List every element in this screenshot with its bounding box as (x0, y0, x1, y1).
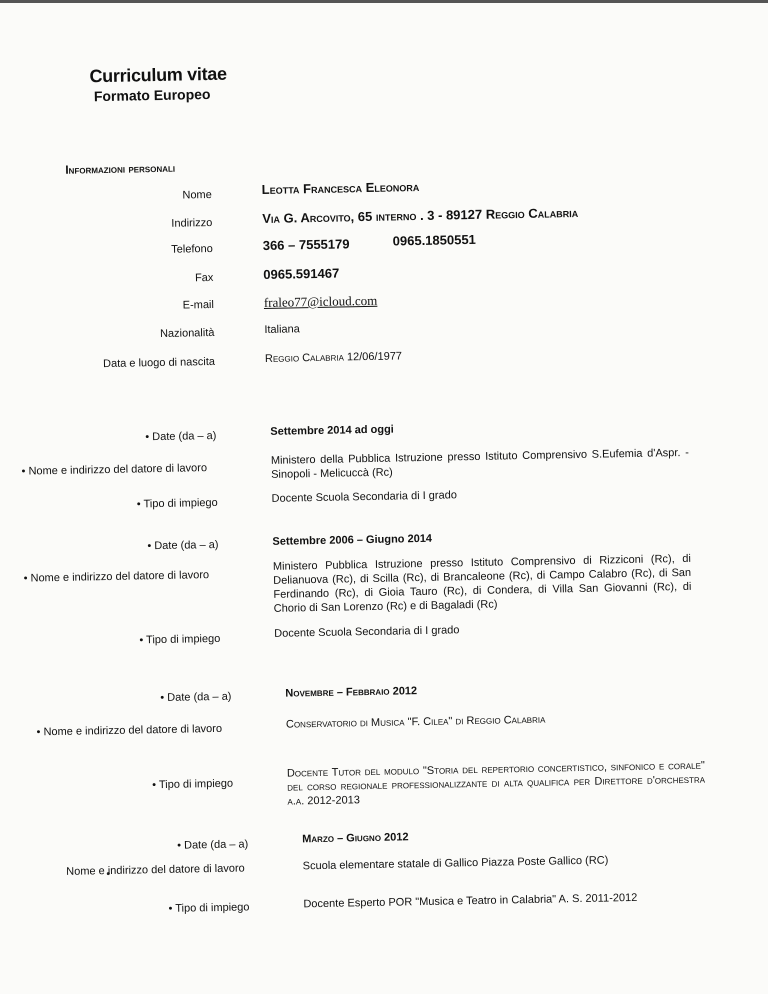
value-email[interactable]: fraleo77@icloud.com (263, 292, 378, 310)
label-nome: Nome (182, 188, 212, 202)
exp4-type-label: • Tipo di impiego (168, 901, 250, 915)
exp1-date: Settembre 2014 ad oggi (270, 423, 394, 438)
exp3-date (285, 684, 417, 702)
label-nascita: Data e luogo di nascita (102, 355, 216, 371)
label-nazionalita: Nazionalità (159, 326, 215, 340)
value-fax: 0965.591467 (263, 265, 340, 282)
value-nome: Leotta Francesca Eleonora (261, 178, 420, 198)
label-fax: Fax (194, 271, 214, 285)
exp4-date-label: • Date (da – a) (177, 838, 249, 852)
exp2-type: Docente Scuola Secondaria di I grado (274, 624, 460, 640)
exp4-type: Docente Esperto POR "Musica e Teatro in Calabria" A. S. 2011-2012 (303, 891, 638, 911)
exp2-employer-label: • Nome e indirizzo del datore di lavoro (23, 569, 210, 585)
value-indirizzo: Via G. Arcovito, 65 interno . 3 - 89127 Reggio Calabria (262, 204, 579, 227)
exp4-employer: Scuola elementare statale di Gallico Piazza Poste Gallico (RC) (302, 854, 609, 873)
exp3-date-year: 2012 (392, 685, 418, 698)
cv-title: Curriculum vitae (89, 63, 227, 87)
exp4-date: Marzo – Giugno 2012 (302, 831, 409, 846)
exp2-date-label: • Date (da – a) (147, 538, 219, 553)
exp3-type-label: • Tipo di impiego (152, 777, 234, 792)
exp1-type: Docente Scuola Secondaria di I grado (271, 489, 458, 505)
exp2-employer: Ministero Pubblica Istruzione presso Istituto Comprensivo di Rizziconi (Rc), di Delianuova (Rc), di Scilla (Rc), di Brancaleone (Rc), di Campo Calabro (Rc), di San Ferdinando (Rc), di Gioia Tauro (Rc), di Condera, di Villa San Giovanni (Rc), di Chorio di San Lorenzo (Rc) e di Bagaladi (Rc) (272, 552, 692, 615)
cv-subtitle: Formato Europeo (93, 85, 211, 105)
value-nazionalita: Italiana (264, 323, 300, 336)
label-telefono: Telefono (171, 242, 213, 256)
exp1-date-label: • Date (da – a) (145, 429, 217, 444)
section-personal-info: Informazioni personali (65, 160, 176, 177)
exp3-date-label: • Date (da – a) (160, 690, 232, 705)
label-indirizzo: Indirizzo (171, 216, 213, 230)
value-nascita: Reggio Calabria 12/06/1977 (264, 350, 403, 365)
value-telefono-1: 366 – 7555179 (262, 236, 350, 253)
exp1-type-label: • Tipo di impiego (136, 496, 218, 511)
label-email: E-mail (182, 298, 215, 312)
exp2-type-label: • Tipo di impiego (139, 632, 221, 647)
exp4-employer-label: Nome e indirizzo del datore di lavoro (66, 862, 245, 878)
exp3-employer-label: • Nome e indirizzo del datore di lavoro (36, 722, 223, 739)
value-telefono-2: 0965.1850551 (392, 231, 476, 249)
exp1-employer: Ministero della Pubblica Istruzione presso Istituto Comprensivo S.Eufemia d'Aspr. - Sinopoli - Melicuccà (Rc) (270, 446, 689, 481)
exp1-employer-label: • Nome e indirizzo del datore di lavoro (21, 462, 208, 478)
exp3-employer: Conservatorio di Musica "F. Cilea" di Reggio Calabria (285, 713, 546, 731)
exp3-type: Docente Tutor del modulo "Storia del repertorio concertistico, sinfonico e corale" del corso regionale professionalizzante di alta qualifica per Direttore d'orchestra a.a. 2012-2013 (286, 759, 706, 808)
exp2-date: Settembre 2006 – Giugno 2014 (272, 532, 433, 548)
exp3-date-months: Novembre – Febbraio (285, 685, 390, 700)
